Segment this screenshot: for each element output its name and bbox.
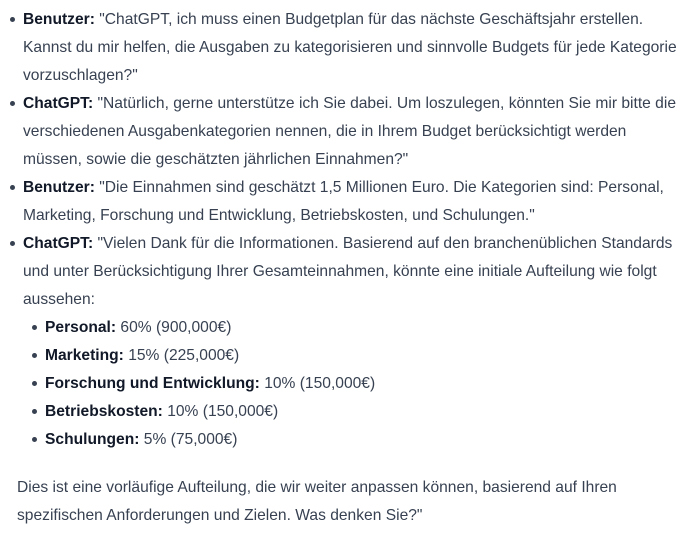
message-item: [23, 90, 684, 174]
speaker-label: Benutzer:: [23, 11, 95, 28]
allocation-value: 5% (75,000€): [143, 431, 238, 448]
allocation-label: Schulungen:: [45, 431, 140, 448]
allocation-item: [45, 370, 684, 398]
budget-allocation-list: [23, 314, 684, 454]
allocation-value: 10% (150,000€): [167, 403, 279, 420]
allocation-label: Betriebskosten:: [45, 403, 163, 420]
closing-paragraph: Dies ist eine vorläufige Aufteilung, die wir weiter anpassen können, basierend auf Ihren spezifischen Anforderungen und Zielen. Was denken Sie?": [17, 479, 617, 524]
message-text: "Natürlich, gerne unterstütze ich Sie dabei. Um loszulegen, könnten Sie mir bitte die verschiedenen Ausgabenkategorien nennen, die in Ihrem Budget berücksichtigt werden müssen, sowie die geschätzten jährlichen Einnahmen?": [23, 95, 676, 168]
allocation-label: Personal:: [45, 319, 117, 336]
message-item: [23, 174, 684, 230]
allocation-value: 10% (150,000€): [264, 375, 376, 392]
message-text: "Vielen Dank für die Informationen. Basierend auf den branchenüblichen Standards und unter Berücksichtigung Ihrer Gesamteinnahmen, könnte eine initiale Aufteilung wie folgt aussehen:: [23, 235, 673, 308]
message-text: "Die Einnahmen sind geschätzt 1,5 Millionen Euro. Die Kategorien sind: Personal, Marketing, Forschung und Entwicklung, Betriebskosten, und Schulungen.": [23, 179, 664, 224]
allocation-label: Forschung und Entwicklung:: [45, 375, 260, 392]
allocation-item: [45, 398, 684, 426]
message-item: [23, 230, 684, 454]
allocation-item: [45, 426, 684, 454]
speaker-label: ChatGPT:: [23, 235, 94, 252]
allocation-item: [45, 314, 684, 342]
allocation-value: 60% (900,000€): [120, 319, 232, 336]
allocation-value: 15% (225,000€): [128, 347, 240, 364]
message-list: [0, 6, 684, 454]
message-item: [23, 6, 684, 90]
speaker-label: Benutzer:: [23, 179, 95, 196]
allocation-item: [45, 342, 684, 370]
message-text: "ChatGPT, ich muss einen Budgetplan für das nächste Geschäftsjahr erstellen. Kannst du mir helfen, die Ausgaben zu kategorisieren und sinnvolle Budgets für jede Kategorie vorzuschlagen?": [23, 11, 677, 84]
speaker-label: ChatGPT:: [23, 95, 94, 112]
allocation-label: Marketing:: [45, 347, 124, 364]
